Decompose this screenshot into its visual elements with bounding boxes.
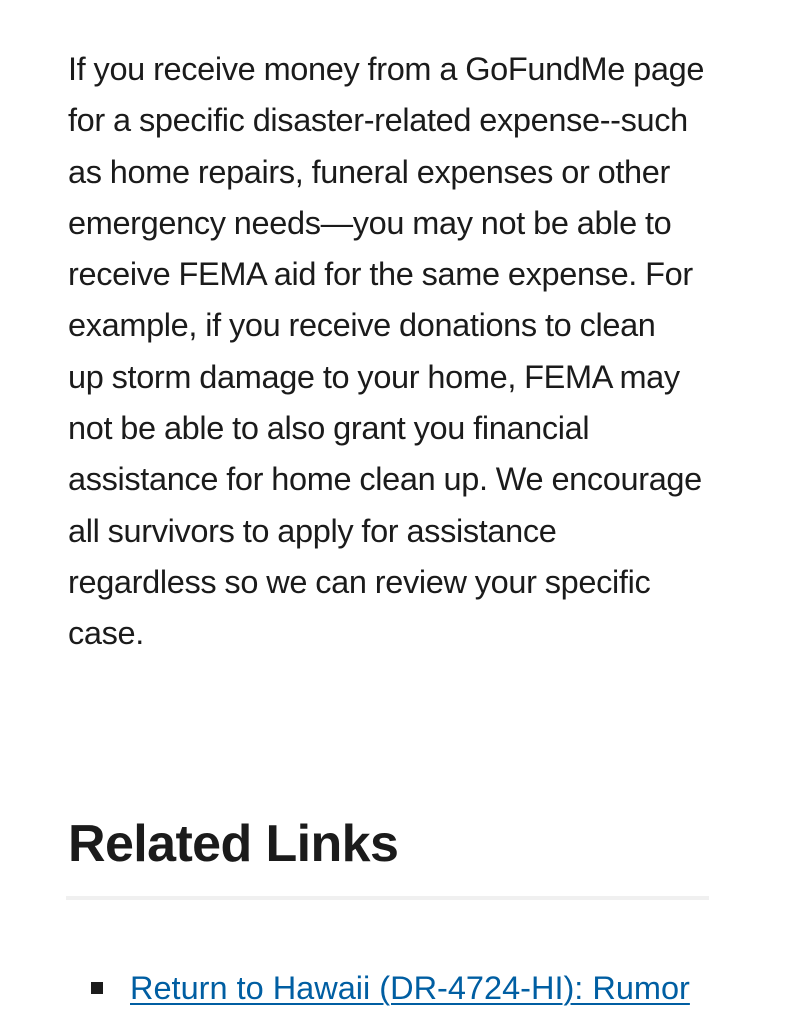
paragraph-line: for a specific disaster-related expense--such [68, 102, 688, 139]
paragraph-line: receive FEMA aid for the same expense. For [68, 256, 693, 293]
paragraph-line: up storm damage to your home, FEMA may [68, 358, 680, 395]
paragraph-line: assistance for home clean up. We encourage [68, 461, 702, 498]
paragraph-line: all survivors to apply for assistance [68, 512, 557, 549]
paragraph-line: emergency needs—you may not be able to [68, 204, 672, 241]
paragraph-line: as home repairs, funeral expenses or other [68, 153, 670, 190]
square-bullet-icon [91, 982, 103, 994]
section-divider [66, 896, 709, 900]
related-link-item [68, 958, 690, 1018]
related-links-heading: Related Links [68, 815, 399, 873]
related-link-hawaii-rumor[interactable]: Return to Hawaii (DR-4724-HI): Rumor [130, 970, 690, 1006]
related-links-list [68, 958, 690, 1018]
paragraph-line: not be able to also grant you financial [68, 410, 590, 447]
article-content [68, 44, 718, 660]
paragraph-line: case. [68, 615, 144, 652]
body-paragraph [68, 44, 718, 660]
paragraph-line: example, if you receive donations to clean [68, 307, 656, 344]
paragraph-line: regardless so we can review your specific [68, 563, 651, 600]
paragraph-line: If you receive money from a GoFundMe page [68, 51, 705, 87]
